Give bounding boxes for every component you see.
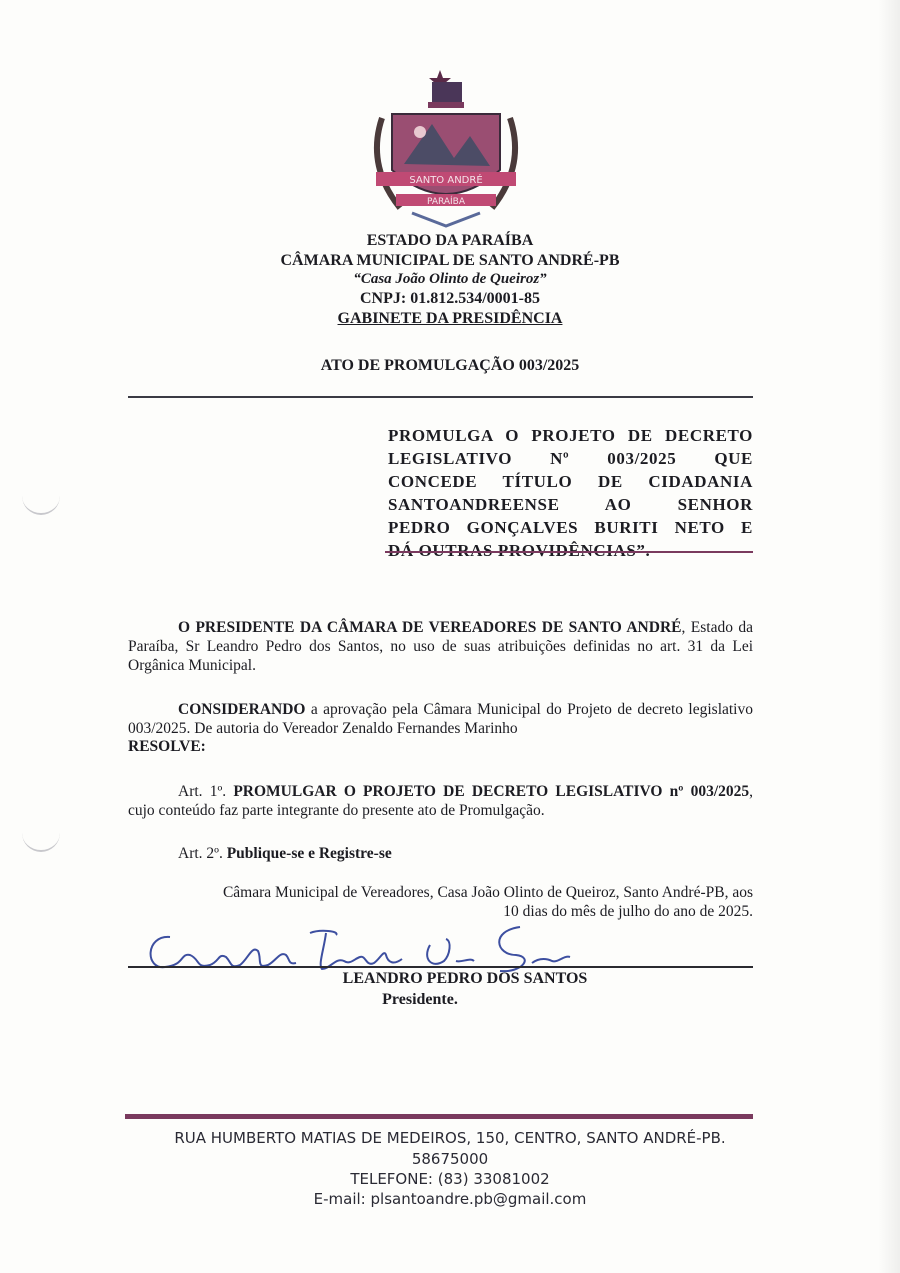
document-title: ATO DE PROMULGAÇÃO 003/2025 bbox=[320, 357, 580, 374]
resolve-label: RESOLVE: bbox=[128, 738, 206, 755]
footer-address: RUA HUMBERTO MATIAS DE MEDEIROS, 150, CENTRO, SANTO ANDRÉ-PB. bbox=[174, 1129, 726, 1147]
office-heading: GABINETE DA PRESIDÊNCIA bbox=[337, 310, 563, 327]
considering-label: CONSIDERANDO bbox=[178, 701, 306, 718]
crest-banner-top: SANTO ANDRÉ bbox=[409, 175, 483, 186]
signatory-title: Presidente. bbox=[382, 991, 458, 1008]
considering-paragraph: CONSIDERANDO a aprovação pela Câmara Municipal do Projeto de decreto legislativo 003/2025. De autoria do Vereador Zenaldo Fernandes Marinho bbox=[128, 701, 753, 737]
signature-line bbox=[128, 966, 753, 968]
signatory-name: LEANDRO PEDRO DOS SANTOS bbox=[342, 970, 588, 987]
ementa-line: SANTOANDREENSE AO SENHOR bbox=[388, 495, 753, 514]
ementa-underline bbox=[385, 551, 753, 553]
article-1: Art. 1º. PROMULGAR O PROJETO DE DECRETO LEGISLATIVO nº 003/2025, cujo conteúdo faz parte integrante do presente ato de Promulgação. bbox=[128, 783, 754, 819]
state-heading: ESTADO DA PARAÍBA bbox=[366, 232, 534, 249]
president-caption: O PRESIDENTE DA CÂMARA DE VEREADORES DE SANTO ANDRÉ bbox=[178, 619, 682, 636]
municipal-coat-of-arms-icon bbox=[362, 68, 530, 233]
place-and-date: Câmara Municipal de Vereadores, Casa João Olinto de Queiroz, Santo André-PB, aos 10 dias do mês de julho do ano de 2025. bbox=[222, 884, 753, 920]
footer-cep: 58675000 bbox=[411, 1150, 489, 1168]
ementa-line: CONCEDE TÍTULO DE CIDADANIA bbox=[388, 472, 753, 491]
ementa-line: PROMULGA O PROJETO DE DECRETO bbox=[388, 426, 753, 445]
ementa-line: LEGISLATIVO Nº 003/2025 QUE bbox=[388, 449, 753, 468]
crest-banner-bottom: PARAÍBA bbox=[426, 197, 466, 207]
title-divider bbox=[128, 396, 753, 398]
footer-email: E-mail: plsantoandre.pb@gmail.com bbox=[313, 1190, 587, 1208]
chamber-heading: CÂMARA MUNICIPAL DE SANTO ANDRÉ-PB bbox=[280, 252, 620, 269]
footer-divider bbox=[125, 1114, 753, 1119]
footer-phone: TELEFONE: (83) 33081002 bbox=[350, 1170, 550, 1188]
page-edge-shadow bbox=[878, 0, 900, 1273]
article-2: Art. 2º. Publique-se e Registre-se bbox=[178, 845, 392, 862]
cnpj: CNPJ: 01.812.534/0001-85 bbox=[360, 290, 540, 307]
house-name: “Casa João Olinto de Queiroz” bbox=[353, 271, 547, 287]
ementa-block bbox=[388, 424, 753, 562]
ementa-line: PEDRO GONÇALVES BURITI NETO E bbox=[388, 518, 753, 537]
preamble-paragraph: O PRESIDENTE DA CÂMARA DE VEREADORES DE SANTO ANDRÉ, Estado da Paraíba, Sr Leandro Pedro dos Santos, no uso de suas atribuições definidas no art. 31 da Lei Orgânica Municipal. bbox=[128, 619, 753, 674]
